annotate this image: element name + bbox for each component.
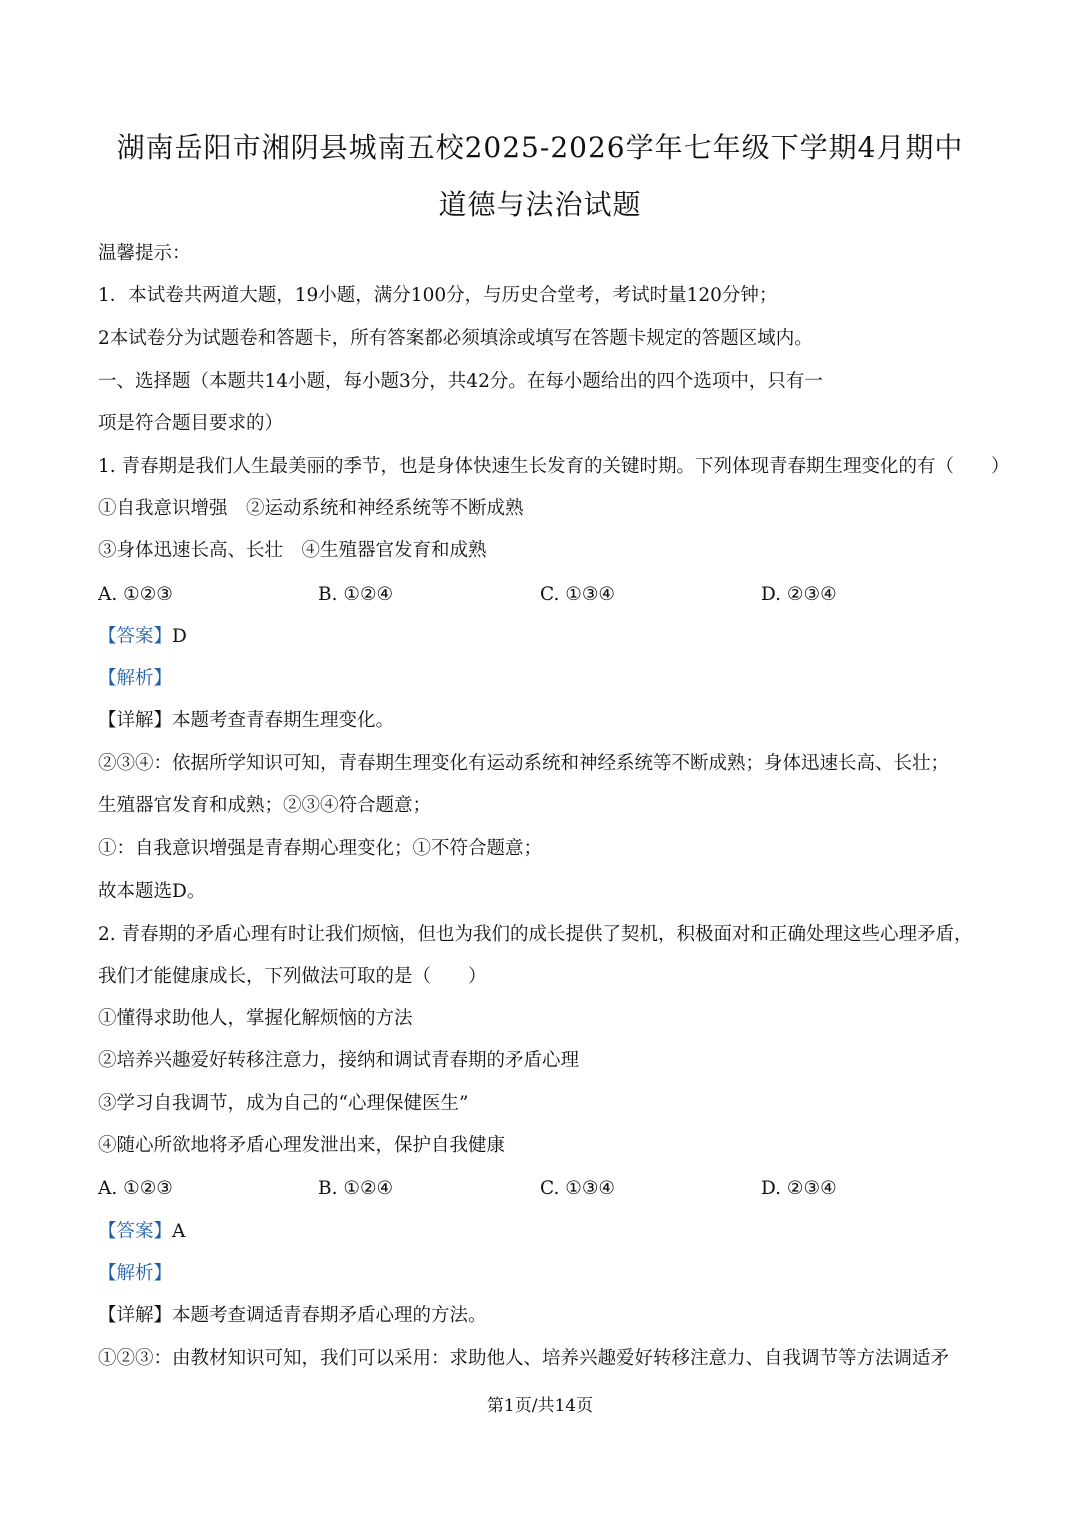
- q2-option-c: C. ①③④: [540, 1178, 616, 1199]
- q1-statements-b: ③身体迅速长高、长壮 ④生殖器官发育和成熟: [98, 540, 487, 561]
- q2-answer: [98, 1218, 998, 1246]
- q2-detail: [98, 1302, 998, 1330]
- q2-stem-line-1: 2. 青春期的矛盾心理有时让我们烦恼，但也为我们的成长提供了契机，积极面对和正确处理这些心理矛盾，: [98, 924, 973, 945]
- q1-option-c: C. ①③④: [540, 584, 616, 605]
- analysis-label: 【解析】: [98, 668, 173, 689]
- q1-explanation-4: 故本题选D。: [98, 881, 206, 902]
- q1-option-a: A. ①②③: [98, 584, 173, 605]
- answer-label: 【答案】: [98, 626, 173, 647]
- q1-option-d: D. ②③④: [761, 584, 837, 605]
- q1-answer: [98, 623, 998, 651]
- page-footer: 第1页/共14页: [486, 1396, 594, 1416]
- title-line-2: 道德与法治试题: [438, 188, 642, 221]
- detail-label: 【详解】: [98, 710, 173, 731]
- q1-explanation-3: ①：自我意识增强是青春期心理变化；①不符合题意；: [98, 838, 543, 859]
- detail-label: 【详解】: [98, 1305, 173, 1326]
- title-line-1: 湖南岳阳市湘阴县城南五校2025-2026学年七年级下学期4月期中: [116, 131, 964, 164]
- q2-statement-2: ②培养兴趣爱好转移注意力，接纳和调试青春期的矛盾心理: [98, 1050, 580, 1071]
- q2-statement-4: ④随心所欲地将矛盾心理发泄出来，保护自我健康: [98, 1135, 506, 1156]
- answer-label: 【答案】: [98, 1221, 173, 1242]
- q2-explanation-1: ①②③：由教材知识可知，我们可以采用：求助他人、培养兴趣爱好转移注意力、自我调节等方法调适矛: [98, 1348, 950, 1369]
- q2-option-b: B. ①②④: [318, 1178, 394, 1199]
- q2-analysis: [98, 1260, 998, 1288]
- q1-answer-value: D: [172, 626, 187, 647]
- q2-detail-text: 本题考查调适青春期矛盾心理的方法。: [172, 1305, 487, 1326]
- q2-statement-1: ①懂得求助他人，掌握化解烦恼的方法: [98, 1008, 413, 1029]
- q1-statements-a: ①自我意识增强 ②运动系统和神经系统等不断成熟: [98, 498, 524, 519]
- section-heading-line-2: 项是符合题目要求的）: [98, 413, 284, 434]
- q1-analysis: [98, 665, 998, 693]
- q1-option-b: B. ①②④: [318, 584, 394, 605]
- q1-detail: [98, 707, 998, 735]
- section-heading-line-1: 一、选择题（本题共14小题，每小题3分，共42分。在每小题给出的四个选项中，只有一: [98, 371, 823, 392]
- notice-heading: 温馨提示：: [98, 243, 191, 264]
- q2-answer-value: A: [172, 1221, 186, 1242]
- q2-stem-line-2: 我们才能健康成长，下列做法可取的是（ ）: [98, 966, 487, 987]
- q2-option-d: D. ②③④: [761, 1178, 837, 1199]
- q1-stem: 1. 青春期是我们人生最美丽的季节，也是身体快速生长发育的关键时期。下列体现青春期生理变化的有（ ）: [98, 456, 1010, 477]
- q1-explanation-2: 生殖器官发育和成熟；②③④符合题意；: [98, 795, 432, 816]
- notice-item-1: 1．本试卷共两道大题，19小题，满分100分，与历史合堂考，考试时量120分钟；: [98, 285, 778, 306]
- notice-item-2: 2本试卷分为试题卷和答题卡，所有答案都必须填涂或填写在答题卡规定的答题区域内。: [98, 328, 813, 349]
- analysis-label: 【解析】: [98, 1263, 173, 1284]
- q1-explanation-1: ②③④：依据所学知识可知，青春期生理变化有运动系统和神经系统等不断成熟；身体迅速长高、长壮；: [98, 753, 950, 774]
- q2-option-a: A. ①②③: [98, 1178, 173, 1199]
- q2-statement-3: ③学习自我调节，成为自己的“心理保健医生”: [98, 1093, 469, 1114]
- q1-detail-text: 本题考查青春期生理变化。: [172, 710, 395, 731]
